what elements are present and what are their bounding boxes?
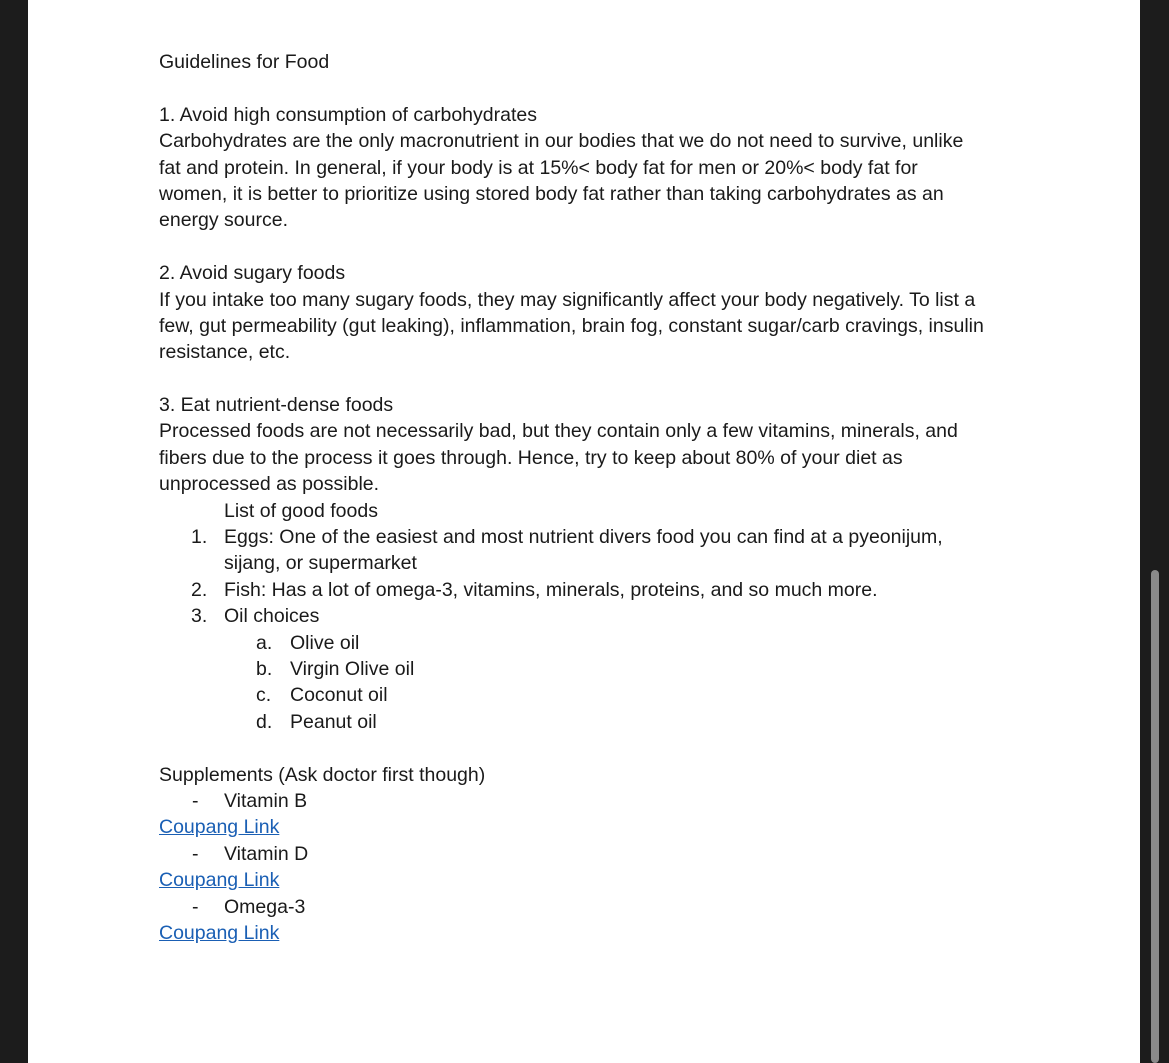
list-item-text: Eggs: One of the easiest and most nutrient divers food you can find at a pyeonijum, (224, 526, 943, 549)
dash-bullet: - (192, 789, 199, 812)
list-number: 2. (191, 578, 208, 601)
oil-name: Olive oil (290, 631, 360, 654)
list-number: 3. (191, 605, 208, 628)
oil-name: Coconut oil (290, 684, 388, 707)
list-letter: a. (256, 631, 273, 654)
list-letter: b. (256, 657, 273, 680)
document-title: Guidelines for Food (159, 51, 330, 73)
section-1-line: energy source. (159, 209, 288, 232)
good-food-item (159, 603, 1039, 629)
good-food-item (159, 577, 1039, 603)
supplement-name: Omega-3 (224, 895, 306, 918)
section-1-line: fat and protein. In general, if your body is at 15%< body fat for men or 20%< body fat for (159, 156, 918, 179)
oil-item (159, 682, 1039, 708)
document-body (159, 49, 1039, 946)
section-2-line: If you intake too many sugary foods, they may significantly affect your body negatively. To list a (159, 288, 976, 311)
oil-name: Virgin Olive oil (290, 657, 415, 680)
oil-item (159, 656, 1039, 682)
list-item-text: sijang, or supermarket (224, 552, 417, 575)
section-3-line: Processed foods are not necessarily bad, but they contain only a few vitamins, minerals, and (159, 420, 958, 443)
supplements-heading: Supplements (Ask doctor first though) (159, 763, 486, 786)
list-letter: c. (256, 684, 272, 707)
supplement-name: Vitamin B (224, 789, 308, 812)
supplement-item (159, 841, 1039, 867)
section-3-heading: 3. Eat nutrient-dense foods (159, 394, 394, 417)
section-3-line: fibers due to the process it goes through. Hence, try to keep about 80% of your diet as (159, 446, 903, 469)
list-item-text: Oil choices (224, 605, 320, 628)
supplement-item (159, 894, 1039, 920)
section-2-heading: 2. Avoid sugary foods (159, 262, 346, 285)
list-letter: d. (256, 710, 273, 733)
dash-bullet: - (192, 842, 199, 865)
dash-bullet: - (192, 895, 199, 918)
oil-item (159, 630, 1039, 656)
good-food-item (159, 524, 1039, 577)
section-1-line: Carbohydrates are the only macronutrient in our bodies that we do not need to survive, unlike (159, 130, 964, 153)
section-1-line: women, it is better to prioritize using stored body fat rather than taking carbohydrates as an (159, 182, 944, 205)
scrollbar-thumb[interactable] (1151, 570, 1159, 1063)
section-2-line: resistance, etc. (159, 341, 291, 364)
section-1-heading: 1. Avoid high consumption of carbohydrates (159, 103, 537, 126)
supplement-item (159, 788, 1039, 814)
oil-item (159, 709, 1039, 735)
coupang-link[interactable]: Coupang Link (159, 921, 280, 944)
coupang-link[interactable]: Coupang Link (159, 869, 280, 892)
list-number: 1. (191, 526, 208, 549)
section-3-line: unprocessed as possible. (159, 473, 380, 496)
list-item-text: Fish: Has a lot of omega-3, vitamins, minerals, proteins, and so much more. (224, 578, 878, 601)
section-2-line: few, gut permeability (gut leaking), inflammation, brain fog, constant sugar/carb cravings, insulin (159, 314, 984, 337)
coupang-link[interactable]: Coupang Link (159, 816, 280, 839)
supplement-name: Vitamin D (224, 842, 309, 865)
oil-name: Peanut oil (290, 710, 377, 733)
good-foods-heading: List of good foods (224, 499, 378, 522)
